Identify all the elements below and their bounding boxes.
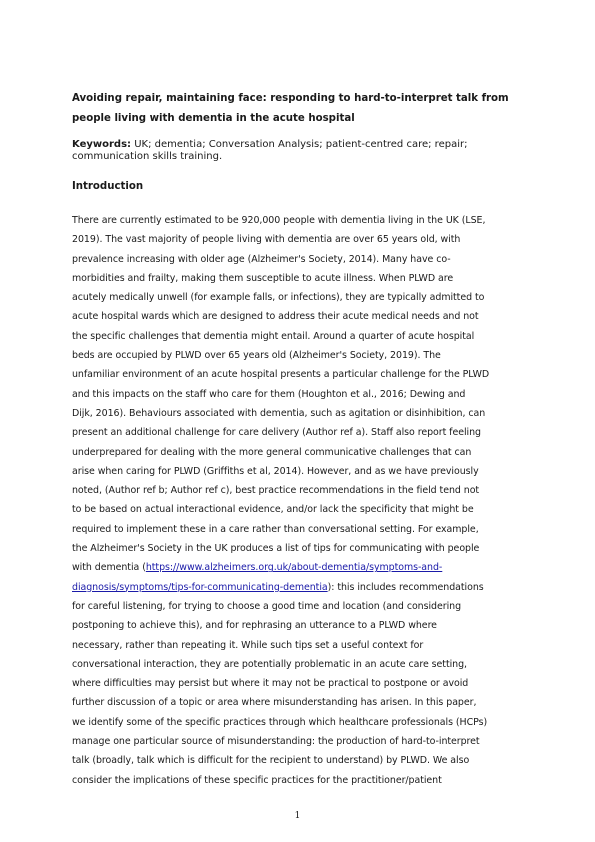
- body-line: further discussion of a topic or area where misunderstanding has arisen. In this paper,: [72, 697, 477, 709]
- keywords-block: [72, 139, 524, 163]
- body-line: required to implement these in a care rather than conversational setting. For example,: [72, 523, 479, 535]
- body-line: There are currently estimated to be 920,000 people with dementia living in the UK (LSE,: [72, 215, 486, 226]
- link-suffix-text: ): this includes recommendations: [327, 581, 484, 593]
- body-line: underprepared for dealing with the more general communicative challenges that can: [72, 446, 472, 458]
- body-line: the specific challenges that dementia might entail. Around a quarter of acute hospital: [72, 330, 475, 342]
- body-line: beds are occupied by PLWD over 65 years old (Alzheimer's Society, 2019). The: [72, 350, 441, 362]
- body-line: acute hospital wards which are designed to address their acute medical needs and not: [72, 311, 479, 323]
- alzheimers-society-tips-link[interactable]: https://www.alzheimers.org.uk/about-dementia/symptoms-and-: [145, 562, 443, 574]
- body-line: postponing to achieve this), and for rephrasing an utterance to a PLWD where: [72, 620, 437, 632]
- body-line: morbidities and frailty, making them susceptible to acute illness. When PLWD are: [72, 272, 454, 284]
- body-line: consider the implications of these specific practices for the practitioner/patient: [72, 774, 442, 786]
- body-line: where difficulties may persist but where it may not be practical to postpone or avoid: [72, 678, 469, 690]
- body-line: and this impacts on the staff who care for them (Houghton et al., 2016; Dewing and: [72, 388, 466, 400]
- section-heading-introduction: Introduction: [72, 181, 144, 192]
- paper-title: [72, 89, 524, 129]
- body-line: manage one particular source of misunderstanding: the production of hard-to-interpret: [72, 736, 480, 748]
- body-line: talk (broadly, talk which is difficult for the recipient to understand) by PLWD. We also: [72, 755, 470, 767]
- body-line: present an additional challenge for care delivery (Author ref a). Staff also report feeling: [72, 427, 481, 439]
- body-line: we identify some of the specific practices through which healthcare professionals (HCPs): [72, 716, 488, 728]
- title-line-2: people living with dementia in the acute hospital: [72, 113, 355, 124]
- keywords-label: Keywords:: [72, 139, 132, 150]
- body-line: arise when caring for PLWD (Griffiths et al, 2014). However, and as we have previously: [72, 465, 479, 477]
- body-line: for careful listening, for trying to choose a good time and location (and considering: [72, 600, 462, 612]
- body-line: Dijk, 2016). Behaviours associated with dementia, such as agitation or disinhibition, can: [72, 407, 486, 419]
- introduction-body: [72, 211, 528, 790]
- body-line: unfamiliar environment of an acute hospital presents a particular challenge for the PLWD: [72, 369, 490, 381]
- page-number: 1: [294, 811, 301, 821]
- link-prefix-text: with dementia (: [72, 562, 146, 574]
- body-line: to be based on actual interactional evidence, and/or lack the specificity that might be: [72, 504, 474, 516]
- body-line: conversational interaction, they are potentially problematic in an acute care setting,: [72, 658, 468, 670]
- body-line: the Alzheimer's Society in the UK produces a list of tips for communicating with people: [72, 543, 480, 555]
- title-line-1: Avoiding repair, maintaining face: responding to hard-to-interpret talk from: [72, 93, 509, 104]
- keywords-text-line-1: UK; dementia; Conversation Analysis; patient-centred care; repair;: [131, 139, 468, 150]
- alzheimers-society-tips-link-continued[interactable]: diagnosis/symptoms/tips-for-communicating-dementia: [72, 581, 328, 593]
- body-line: 2019). The vast majority of people living with dementia are over 65 years old, with: [72, 234, 461, 246]
- body-line: acutely medically unwell (for example falls, or infections), they are typically admitted to: [72, 292, 485, 304]
- body-line: noted, (Author ref b; Author ref c), best practice recommendations in the field tend not: [72, 485, 480, 497]
- body-line: necessary, rather than repeating it. While such tips set a useful context for: [72, 639, 424, 651]
- body-line-with-link: [72, 578, 528, 597]
- keywords-text-line-2: communication skills training.: [72, 151, 223, 162]
- body-line: prevalence increasing with older age (Alzheimer's Society, 2014). Many have co-: [72, 253, 451, 265]
- body-line-with-link: [72, 558, 528, 577]
